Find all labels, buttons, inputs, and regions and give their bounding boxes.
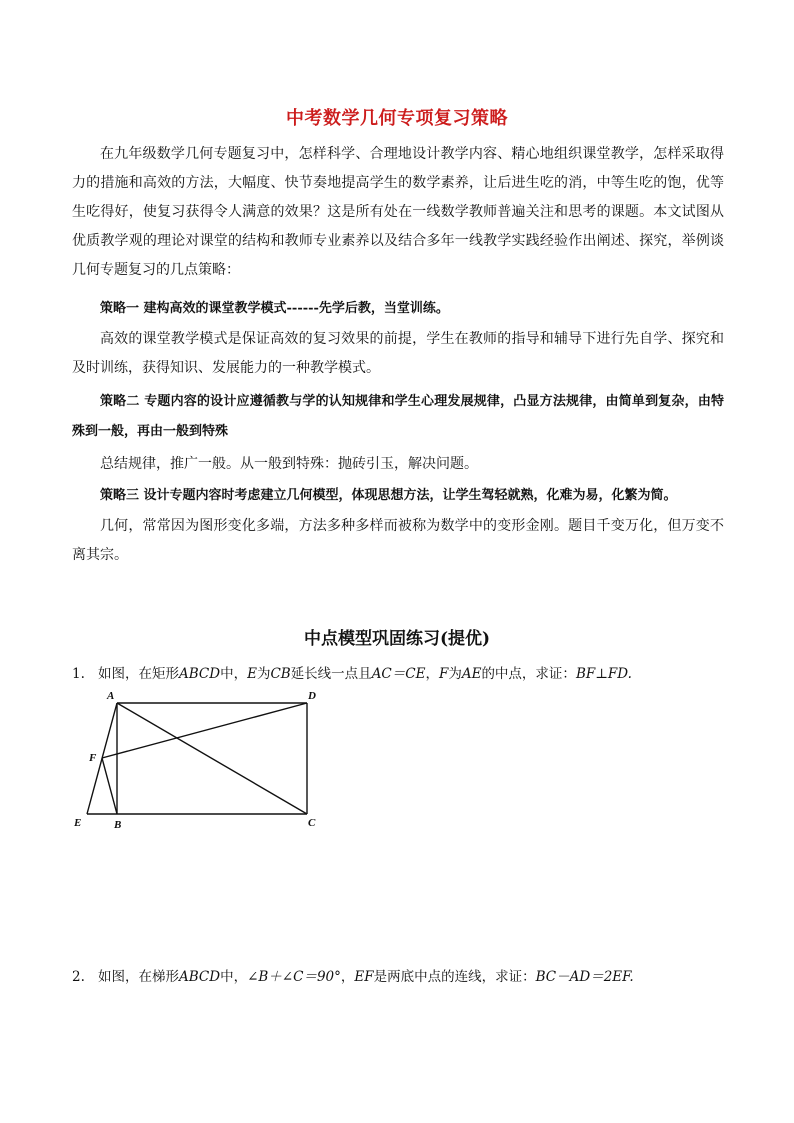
problem-text: 如图，在矩形: [98, 666, 179, 682]
problem-1: [72, 662, 732, 682]
strategy-2-body: 总结规律，推广一般。从一般到特殊：抛砖引玉，解决问题。: [100, 456, 478, 472]
section-title: 中点模型巩固练习(提优): [303, 629, 491, 649]
problem-text: 如图，在梯形: [98, 969, 179, 985]
problem-text: 是两底中点的连线，求证：: [373, 969, 536, 985]
problem-text: 延长线一点且: [290, 666, 372, 682]
math-ae: AE: [461, 666, 482, 682]
problem-1-number: 1.: [72, 666, 85, 682]
problem-text: 为: [448, 666, 462, 682]
problem-2-number: 2.: [72, 969, 85, 985]
math-proof: BF⊥FD.: [575, 666, 632, 682]
segment-fd: [102, 703, 307, 758]
math-cb: CB: [270, 666, 291, 682]
label-f: F: [89, 752, 97, 764]
label-d: D: [308, 690, 316, 702]
math-trap: ABCD: [179, 969, 221, 985]
strategy-1-heading: 策略一 建构高效的课堂教学模式------先学后教，当堂训练。: [100, 301, 449, 316]
math-rect: ABCD: [179, 666, 221, 682]
problem-text: 中，: [220, 969, 248, 985]
math-f: F: [438, 666, 449, 682]
strategy-3-heading: 策略三 设计专题内容时考虑建立几何模型，体现思想方法，让学生驾轻就熟，化难为易，化繁为简。: [100, 488, 677, 503]
label-c: C: [308, 817, 316, 829]
segment-fb: [102, 758, 117, 814]
math-proof: BC－AD＝2EF.: [535, 969, 634, 985]
page-title: 中考数学几何专项复习策略: [286, 108, 508, 129]
problem-text: ，: [425, 666, 439, 682]
problem-text: ，: [340, 969, 355, 985]
problem-text: 的中点，求证：: [481, 666, 576, 682]
math-e: E: [247, 666, 257, 682]
strategy-2-heading: 策略二 专题内容的设计应遵循教与学的认知规律和学生心理发展规律，凸显方法规律，由简单到复杂，由特殊到一般，再由一般到特殊: [72, 394, 724, 439]
math-eq: AC＝CE: [371, 666, 426, 682]
math-angle: ∠B＋∠C＝90°: [247, 969, 341, 985]
label-e: E: [74, 817, 82, 829]
problem-2: [72, 965, 732, 985]
problem-text: 为: [256, 666, 271, 682]
strategy-1-body: 高效的课堂教学模式是保证高效的复习效果的前提，学生在教师的指导和辅导下进行先自学、探究和及时训练，获得知识、发展能力的一种教学模式。: [72, 331, 724, 376]
label-a: A: [107, 690, 115, 702]
strategy-3-body: 几何，常常因为图形变化多端，方法多种多样而被称为数学中的变形金刚。题目千变万化，但万变不离其宗。: [72, 518, 724, 563]
intro-paragraph: 在九年级数学几何专题复习中，怎样科学、合理地设计教学内容、精心地组织课堂教学，怎样采取得力的措施和高效的方法，大幅度、快节奏地提高学生的数学素养，让后进生吃的消，中等生吃的饱，优等生吃得好，使复习获得令人满意的效果？这是所有处在一线数学教师普遍关注和思考的课题。本文试图从优质教学观的理论对课堂的结构和教师专业素养以及结合多年一线教学实践经验作出阐述、探究，举例谈几何专题复习的几点策略：: [72, 146, 724, 278]
diagonal-ac: [117, 703, 307, 814]
problem-text: 中，: [220, 666, 248, 682]
label-b: B: [114, 819, 122, 831]
math-ef: EF: [354, 969, 374, 985]
rectangle-figure: [70, 686, 330, 836]
